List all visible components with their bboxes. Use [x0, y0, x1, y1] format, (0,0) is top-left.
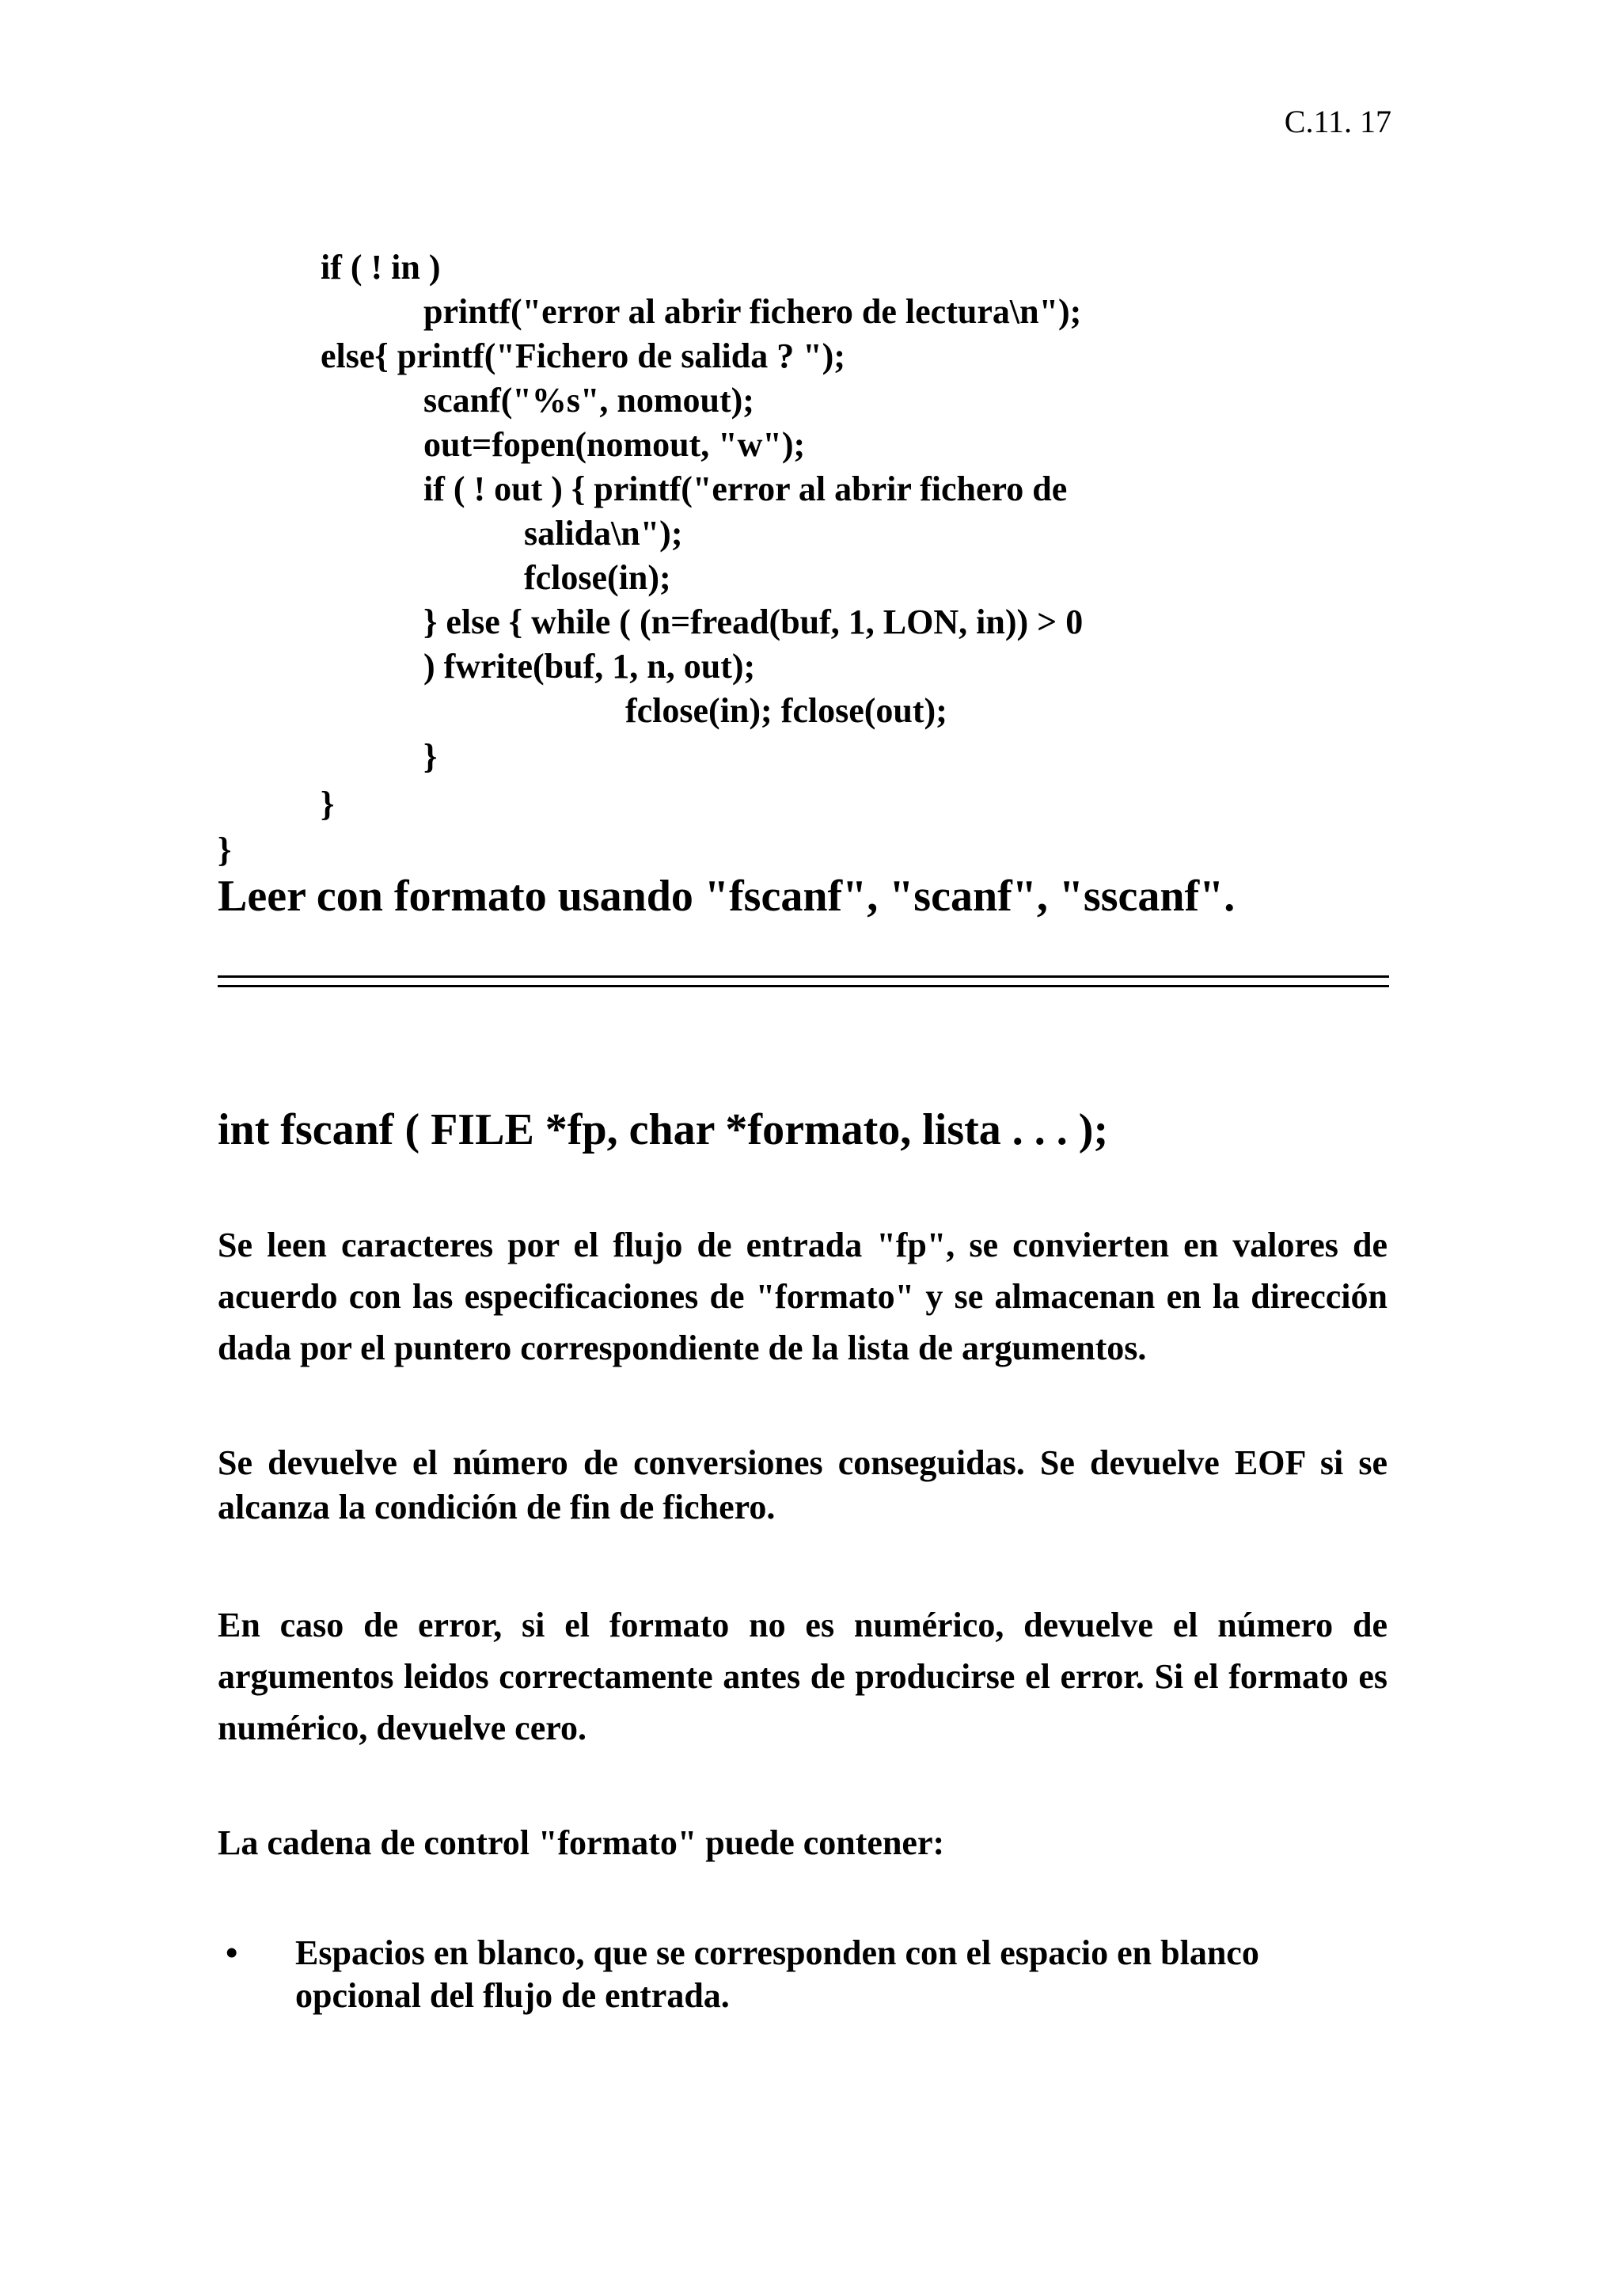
code-line: else{ printf("Fichero de salida ? ");	[321, 336, 845, 375]
page-number: C.11. 17	[1284, 104, 1391, 139]
function-signature: int fscanf ( FILE *fp, char *formato, lista . . . );	[218, 1105, 1109, 1154]
code-line: if ( ! out ) { printf("error al abrir fichero de	[423, 469, 1068, 508]
list-item	[226, 1932, 1365, 2017]
section-title: Leer con formato usando "fscanf", "scanf", "sscanf".	[218, 872, 1236, 921]
divider-rule-top	[218, 975, 1389, 978]
paragraph-description: Se leen caracteres por el flujo de entrada "fp", se convierten en valores de acuerdo con las especificaciones de "formato" y se almacenan en la dirección dada por el puntero correspondiente de la lista de argumentos.	[218, 1226, 1388, 1367]
code-line: fclose(in); fclose(out);	[625, 691, 947, 730]
code-line: out=fopen(nomout, "w");	[423, 425, 806, 464]
code-line: } else { while ( (n=fread(buf, 1, LON, in)) > 0	[423, 603, 1084, 641]
bullet-icon: •	[226, 1933, 238, 1972]
code-line: scanf("%s", nomout);	[423, 381, 754, 420]
code-line: salida\n");	[524, 514, 683, 553]
paragraph-error-case: En caso de error, si el formato no es numérico, devuelve el número de argumentos leidos correctamente antes de producirse el error. Si el formato es numérico, devuelve cero.	[218, 1606, 1388, 1747]
paragraph-return-value: Se devuelve el número de conversiones conseguidas. Se devuelve EOF si se alcanza la condición de fin de fichero.	[218, 1443, 1388, 1526]
code-line: ) fwrite(buf, 1, n, out);	[423, 647, 756, 686]
list-item-text: Espacios en blanco, que se corresponden con el espacio en blanco opcional del flujo de entrada.	[295, 1933, 1259, 2015]
code-line: if ( ! in )	[321, 248, 441, 287]
code-line: }	[321, 785, 335, 823]
code-line: }	[423, 737, 438, 776]
code-line: fclose(in);	[524, 558, 671, 597]
divider-rule-bottom	[218, 985, 1389, 987]
code-line: printf("error al abrir fichero de lectura\n");	[423, 292, 1082, 331]
code-line: }	[218, 831, 232, 869]
paragraph-format-intro: La cadena de control "formato" puede contener:	[218, 1823, 945, 1862]
